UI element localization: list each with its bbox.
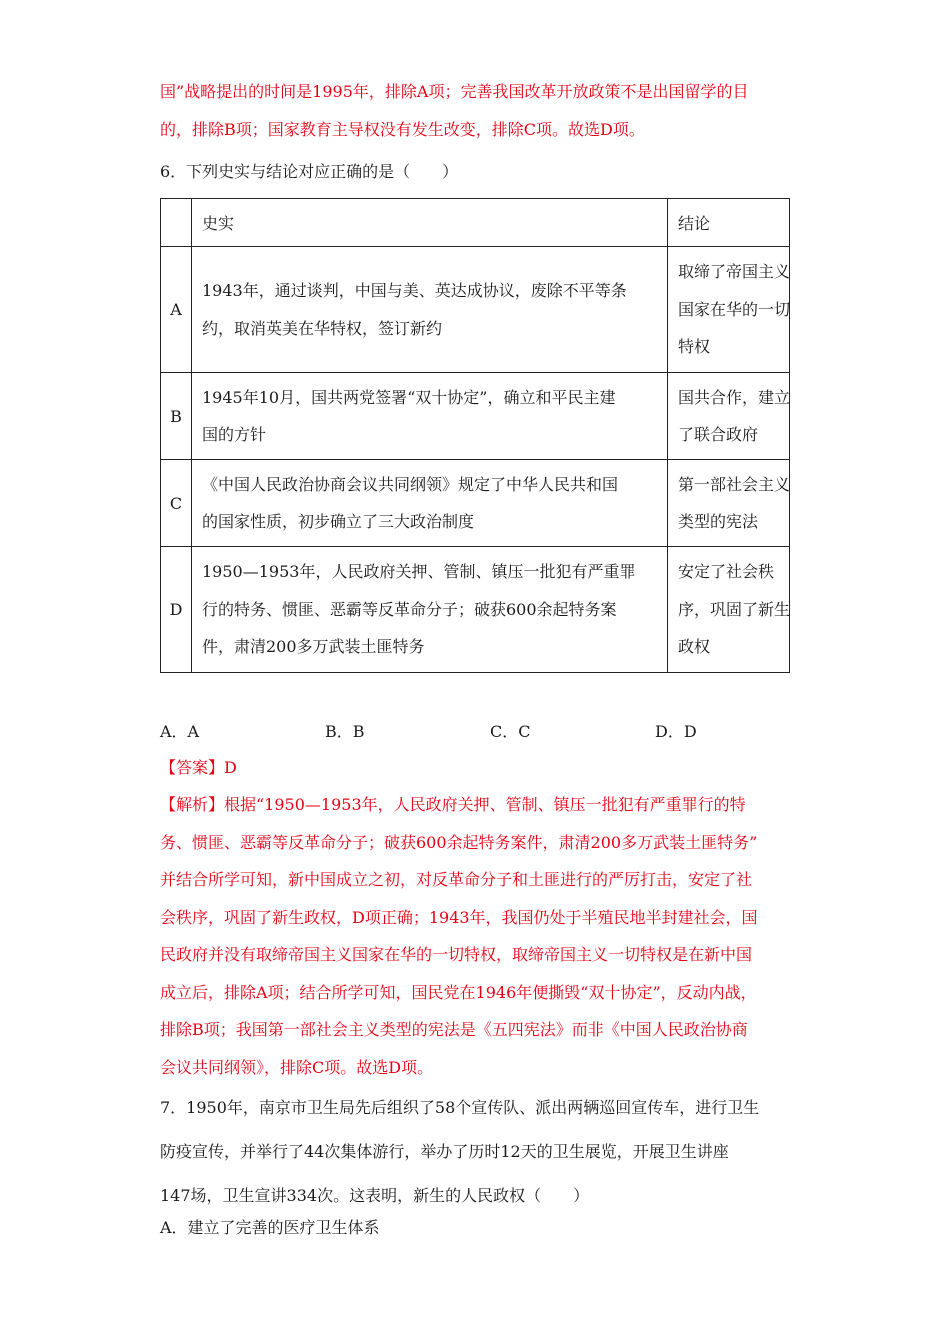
conclusion-line: 取缔了帝国主义: [678, 262, 791, 282]
question-7-stem: [160, 1086, 790, 1218]
option-d: D．D: [655, 722, 697, 741]
table-row: [161, 373, 790, 460]
table-header-conclusion: 结论: [668, 199, 790, 247]
answer: 【答案】D: [160, 758, 237, 777]
table-header-blank: [161, 199, 192, 247]
table-header-fact: 史实: [192, 199, 668, 247]
conclusion-line: 类型的宪法: [678, 512, 759, 531]
text-line: 成立后，排除A项；结合所学可知，国民党在1946年便撕毁“双十协定”，反动内战，: [160, 982, 757, 1002]
row-label: A: [161, 247, 192, 373]
text-line: 国”战略提出的时间是1995年，排除A项；完善我国改革开放政策不是出国留学的目: [160, 82, 749, 101]
conclusion-line: 特权: [678, 337, 711, 357]
option-a: A．A: [160, 722, 200, 741]
option-b: B．B: [325, 722, 365, 741]
text-line: 会议共同纲领》，排除C项。故选D项。: [160, 1057, 434, 1077]
fact-line: 件，肃清200多万武装土匪特务: [202, 637, 425, 657]
question-6-table: [160, 198, 790, 673]
question-7-option-a: A．建立了完善的医疗卫生体系: [160, 1218, 380, 1237]
table-row: [161, 460, 790, 547]
conclusion-line: 政权: [678, 637, 711, 657]
text-line: 147场，卫生宣讲334次。这表明，新生的人民政权（ ）: [160, 1186, 590, 1205]
text-line: 防疫宣传，并举行了44次集体游行，举办了历时12天的卫生展览，开展卫生讲座: [160, 1142, 729, 1161]
fact-line: 约，取消英美在华特权，签订新约: [202, 318, 443, 338]
analysis: [160, 786, 790, 1086]
text-line: 的，排除B项；国家教育主导权没有发生改变，排除C项。故选D项。: [160, 119, 645, 139]
text-line: 并结合所学可知，新中国成立之初，对反革命分子和土匪进行的严厉打击，安定了社: [160, 870, 753, 889]
text-line: 民政府并没有取缔帝国主义国家在华的一切特权，取缔帝国主义一切特权是在新中国: [160, 945, 753, 964]
fact-line: 的国家性质，初步确立了三大政治制度: [202, 512, 475, 531]
row-fact: [192, 547, 668, 673]
conclusion-line: 国共合作，建立: [678, 387, 791, 407]
text-line: 【解析】根据“1950—1953年，人民政府关押、管制、镇压一批犯有严重罪行的特: [160, 795, 746, 814]
row-label: D: [161, 547, 192, 673]
row-conclusion: [668, 247, 790, 373]
fact-line: 国的方针: [202, 425, 267, 444]
fact-line: 行的特务、惯匪、恶霸等反革命分子；破获600余起特务案: [202, 599, 617, 619]
table-row: [161, 547, 790, 673]
table-row: [161, 247, 790, 373]
previous-analysis-continuation: [160, 73, 790, 148]
row-conclusion: [668, 460, 790, 547]
fact-line: 1945年10月，国共两党签署“双十协定”，确立和平民主建: [202, 387, 616, 407]
row-fact: [192, 460, 668, 547]
row-conclusion: [668, 547, 790, 673]
table-header-row: [161, 199, 790, 247]
fact-line: 《中国人民政治协商会议共同纲领》规定了中华人民共和国: [202, 474, 619, 494]
conclusion-line: 了联合政府: [678, 425, 759, 444]
conclusion-line: 国家在华的一切: [678, 299, 791, 319]
question-6-stem: 6．下列史实与结论对应正确的是（ ）: [160, 162, 459, 181]
row-fact: [192, 247, 668, 373]
text-line: 务、惯匪、恶霸等反革命分子；破获600余起特务案件，肃清200多万武装土匪特务”: [160, 832, 758, 852]
row-conclusion: [668, 373, 790, 460]
text-line: 7．1950年，南京市卫生局先后组织了58个宣传队、派出两辆巡回宣传车，进行卫生: [160, 1098, 760, 1117]
option-c: C．C: [490, 722, 531, 741]
conclusion-line: 序，巩固了新生: [678, 599, 791, 619]
text-line: 会秩序，巩固了新生政权，D项正确；1943年，我国仍处于半殖民地半封建社会，国: [160, 907, 758, 927]
conclusion-line: 安定了社会秩: [678, 562, 775, 582]
row-label: B: [161, 373, 192, 460]
text-line: 排除B项；我国第一部社会主义类型的宪法是《五四宪法》而非《中国人民政治协商: [160, 1020, 748, 1039]
row-label: C: [161, 460, 192, 547]
fact-line: 1943年，通过谈判，中国与美、英达成协议，废除不平等条: [202, 281, 627, 300]
row-fact: [192, 373, 668, 460]
conclusion-line: 第一部社会主义: [678, 474, 791, 494]
fact-line: 1950—1953年，人民政府关押、管制、镇压一批犯有严重罪: [202, 562, 636, 582]
